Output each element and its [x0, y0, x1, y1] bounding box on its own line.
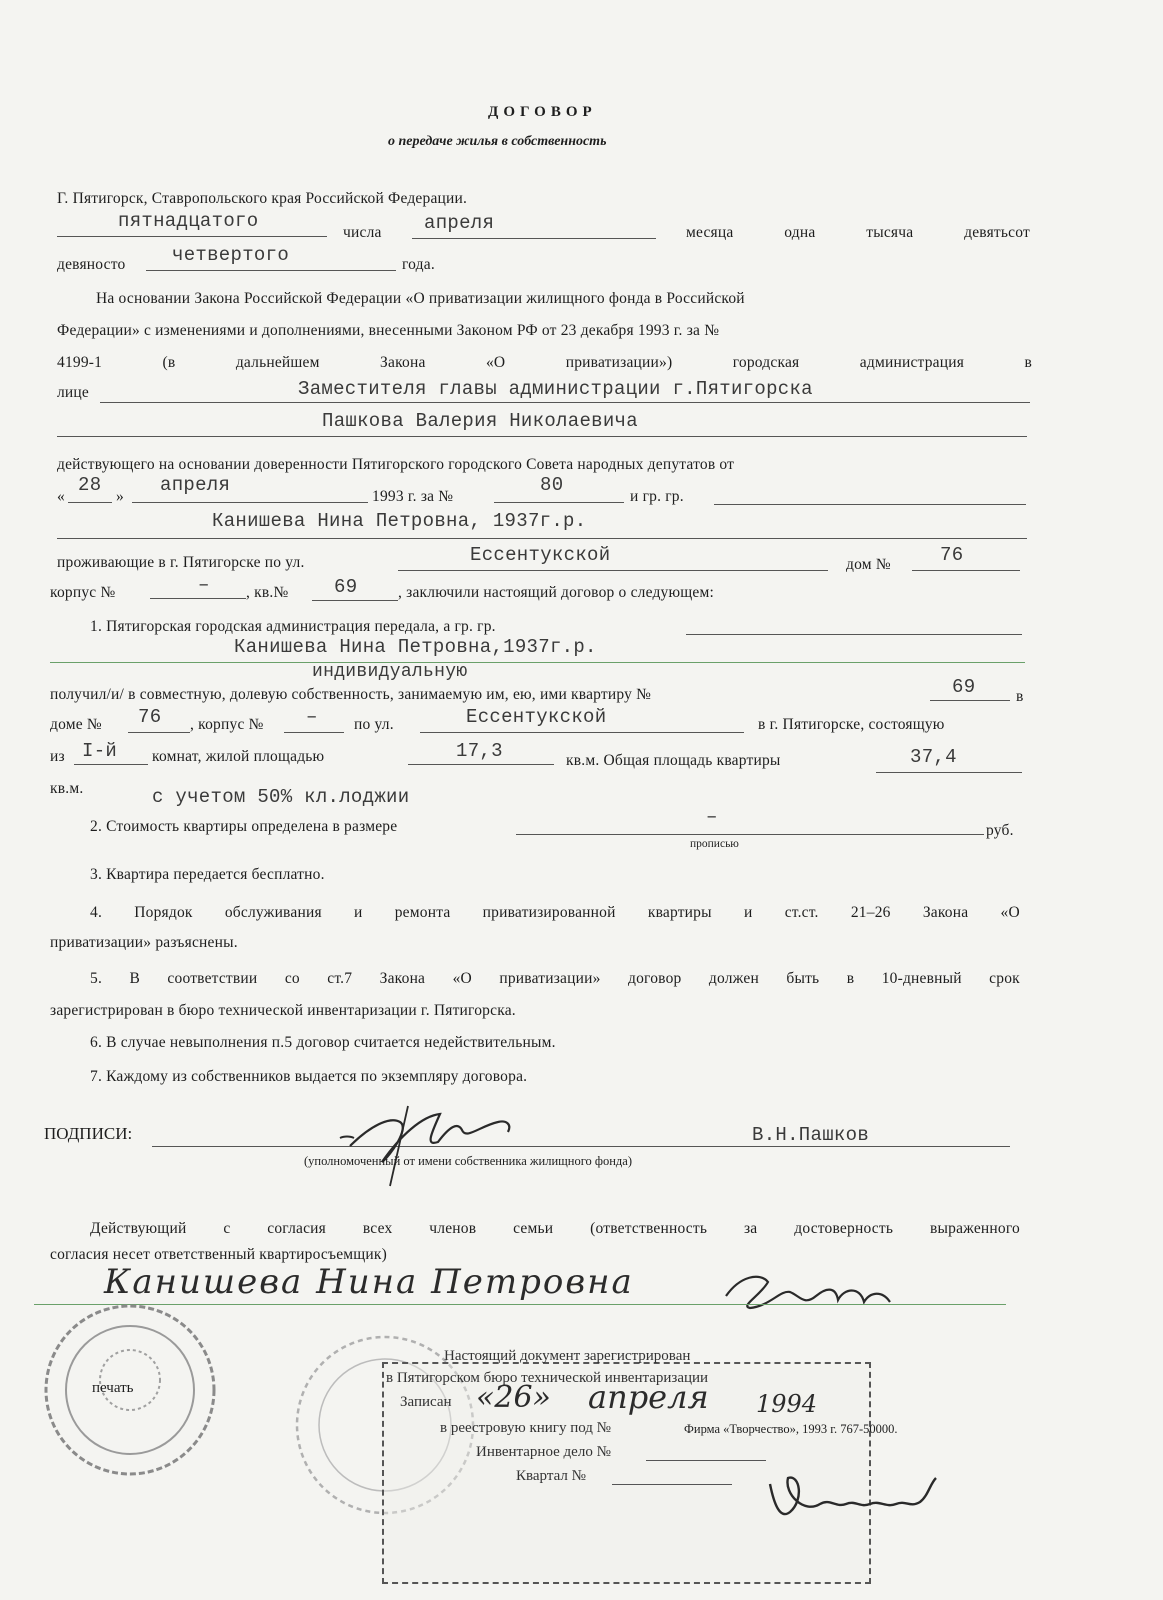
word-tysyacha: тысяча [866, 224, 914, 241]
and-citizens: и гр. гр. [630, 488, 684, 505]
p1-dome-label: доме № [50, 716, 102, 733]
word: достоверность [794, 1220, 894, 1237]
korpus-value: – [198, 574, 210, 596]
tenant-signature [720, 1266, 900, 1316]
month-rule [412, 238, 656, 239]
p1-kv: 69 [952, 676, 976, 698]
reg-line5: Инвентарное дело № [476, 1444, 611, 1460]
p2-rule [516, 834, 984, 835]
day-rule [57, 236, 327, 237]
p1-korpus: – [306, 706, 318, 728]
p1-living-area: 17,3 [456, 740, 503, 762]
dov-month: апреля [160, 474, 231, 496]
p4-line2: приватизации» разъяснены. [50, 934, 238, 951]
p1-kvm: кв.м. [50, 780, 84, 797]
reg-zapisan: Записан [400, 1394, 452, 1410]
dov-year: 1993 г. за № [372, 488, 454, 505]
ownership-type: индивидуальную [312, 662, 468, 682]
word: за [743, 1220, 758, 1237]
word: приватизации» [499, 970, 601, 987]
reg-month: апреля [588, 1378, 709, 1416]
signatory-name: В.Н.Пашков [752, 1124, 870, 1146]
word: семьи [513, 1220, 554, 1237]
representative-name: Пашкова Валерия Николаевича [322, 410, 638, 432]
signature-caption: (уполномоченный от имени собственника жилищного фонда) [304, 1154, 633, 1168]
word: 21–26 [850, 904, 891, 921]
word: договор [628, 970, 682, 987]
reg-line6: Квартал № [516, 1468, 586, 1484]
printer-mark: Фирма «Творчество», 1993 г. 767-50000. [684, 1422, 898, 1436]
p5-line1 [90, 970, 1020, 988]
word: согласия [267, 1220, 326, 1237]
word: со [284, 970, 300, 987]
p1-total-area: 37,4 [910, 746, 957, 768]
p1-street-rule [420, 732, 744, 733]
p4-line1 [90, 904, 1020, 922]
p1-dom: 76 [138, 706, 162, 728]
p1-iz: из [50, 748, 65, 765]
official-signature [330, 1086, 550, 1196]
acting-line: действующего на основании доверенности Пятигорского городского Совета народных депутатов от [57, 456, 735, 473]
dov-month-rule [132, 502, 368, 503]
word: Закона [380, 354, 426, 371]
p1-line: 1. Пятигорская городская администрация передала, а гр. гр. [90, 618, 496, 635]
word: «О [452, 970, 472, 987]
consent-line2: согласия несет ответственный квартиросъемщик) [50, 1246, 388, 1263]
p1-v: в [1016, 688, 1024, 705]
dov-close-quote: » [116, 488, 124, 505]
word: в [846, 970, 855, 987]
stamp-label: печать [92, 1380, 134, 1396]
p1-rooms-label: комнат, жилой площадью [152, 748, 325, 765]
p2-value: – [706, 806, 718, 828]
word: выраженного [929, 1220, 1020, 1237]
devyanosto-label: девяносто [57, 256, 126, 273]
word: городская [732, 354, 800, 371]
p1-kv-rule [930, 700, 1010, 701]
word: «О [1000, 904, 1020, 921]
p5-line2: зарегистрирован в бюро технической инвентаризации г. Пятигорска. [50, 1002, 516, 1019]
word: ремонта [394, 904, 451, 921]
p1-rooms: I-й [82, 740, 118, 762]
concluded-line: , заключили настоящий договор о следующем: [398, 584, 715, 601]
date-year: четвертого [172, 244, 290, 266]
document-subtitle: о передаче жилья в собственность [388, 134, 607, 149]
word: обслуживания [224, 904, 322, 921]
word: 10-дневный [881, 970, 962, 987]
word: «О [485, 354, 506, 371]
basis-line2: Федерации» с изменениями и дополнениями, внесенными Законом РФ от 23 декабря 1993 г. за № [57, 322, 720, 339]
p2-line: 2. Стоимость квартиры определена в размере [90, 818, 398, 835]
word: всех [362, 1220, 393, 1237]
basis-line1: На основании Закона Российской Федерации «О приватизации жилищного фонда в Российской [96, 290, 745, 307]
word: приватизированной [482, 904, 616, 921]
consent-line1 [90, 1220, 1020, 1238]
signature-rule [152, 1146, 1010, 1147]
reg-line1: Настоящий документ зарегистрирован [444, 1348, 691, 1364]
word: 4199-1 [57, 354, 103, 371]
year-rule [146, 270, 396, 271]
document-title: ДОГОВОР [488, 104, 597, 120]
word: и [354, 904, 363, 921]
date-month: апреля [424, 212, 495, 234]
month-year-words [686, 224, 1030, 242]
kv-label: , кв.№ [246, 584, 289, 601]
rep-rule-2 [57, 436, 1027, 437]
word: 4. [90, 904, 103, 921]
litse-label: лице [57, 384, 90, 401]
p1-korpus-label: , корпус № [190, 716, 264, 733]
reg-line4: в реестровую книгу под № [440, 1420, 611, 1436]
word: в [1024, 354, 1032, 371]
word: срок [989, 970, 1020, 987]
living-label: проживающие в г. Пятигорске по ул. [57, 554, 305, 571]
received-line: получил/и/ в совместную, долевую собственность, занимаемую им, ею, ими квартиру № [50, 686, 652, 703]
word: Закона [379, 970, 426, 987]
word: дальнейшем [235, 354, 320, 371]
place-line: Г. Пятигорск, Ставропольского края Российской Федерации. [57, 190, 468, 207]
p1-total-label: кв.м. Общая площадь квартиры [566, 752, 781, 769]
citizens-rule [714, 504, 1026, 505]
p1-street: Ессентукской [466, 706, 607, 728]
citizen-rule [57, 538, 1027, 539]
word: ст.ст. [784, 904, 819, 921]
representative-title: Заместителя главы администрации г.Пятигорска [298, 378, 813, 400]
p1-total-rule [876, 772, 1022, 773]
word: (ответственность [590, 1220, 708, 1237]
p6-line: 6. В случае невыполнения п.5 договор считается недействительным. [90, 1034, 556, 1051]
word: квартиры [647, 904, 712, 921]
p1-living-rule [408, 764, 554, 765]
word: Действующий [90, 1220, 187, 1237]
dov-number: 80 [540, 474, 564, 496]
reg-inv-rule [646, 1460, 766, 1461]
word-odna: одна [784, 224, 816, 241]
word: соответствии [167, 970, 258, 987]
dom-rule [912, 570, 1020, 571]
dov-no-rule [494, 502, 624, 503]
p7-line: 7. Каждому из собственников выдается по экземпляру договора. [90, 1068, 528, 1085]
reg-day: «26» [476, 1380, 551, 1415]
word: Закона [922, 904, 969, 921]
word: приватизации») [565, 354, 673, 371]
registrar-signature [760, 1464, 960, 1534]
dov-open-quote: « [57, 488, 65, 505]
word: В [129, 970, 140, 987]
word: Порядок [134, 904, 193, 921]
citizen-name: Канишева Нина Петровна, 1937г.р. [212, 510, 587, 532]
dom-label: дом № [846, 556, 891, 573]
p1-dom-rule [128, 732, 190, 733]
reg-kvartal-rule [612, 1484, 732, 1485]
consent-handwritten-name: Канишева Нина Петровна [104, 1262, 634, 1302]
street-rule [398, 570, 828, 571]
word: 5. [90, 970, 103, 987]
word: должен [708, 970, 759, 987]
word-mesyatsa: месяца [686, 224, 734, 241]
word: и [743, 904, 753, 921]
p3-line: 3. Квартира передается бесплатно. [90, 866, 325, 883]
chisla-label: числа [343, 224, 382, 241]
recipient-rule [50, 662, 1025, 663]
p1-rooms-rule [74, 764, 148, 765]
korpus-rule [150, 598, 246, 599]
rep-rule-1 [100, 402, 1030, 403]
p1-rule [686, 634, 1022, 635]
dov-day: 28 [78, 474, 102, 496]
p1-note: с учетом 50% кл.лоджии [152, 786, 410, 808]
reg-line2: в Пятигорском бюро технической инвентаризации [386, 1370, 709, 1386]
dov-day-rule [68, 502, 112, 503]
street-name: Ессентукской [470, 544, 611, 566]
word: ст.7 [327, 970, 353, 987]
kv-rule [312, 600, 398, 601]
word-devyatsot: девятьсот [964, 224, 1030, 241]
word: членов [429, 1220, 477, 1237]
recipient-name: Канишева Нина Петровна,1937г.р. [234, 636, 597, 658]
goda-label: года. [402, 256, 435, 273]
word: администрация [859, 354, 965, 371]
p1-consisting: в г. Пятигорске, состоящую [758, 716, 945, 733]
p1-street-label: по ул. [354, 716, 394, 733]
p2-propisyu: прописью [690, 838, 739, 850]
p1-korpus-rule [284, 732, 344, 733]
dom-number: 76 [940, 544, 964, 566]
kv-number: 69 [334, 576, 358, 598]
p2-rub: руб. [986, 822, 1014, 839]
date-day: пятнадцатого [118, 210, 259, 232]
korpus-label: корпус № [50, 584, 116, 601]
word: быть [786, 970, 820, 987]
reg-year: 1994 [756, 1390, 818, 1418]
signatures-label: ПОДПИСИ: [44, 1124, 133, 1143]
word: с [223, 1220, 231, 1237]
basis-line3 [57, 354, 1032, 372]
word: (в [162, 354, 176, 371]
